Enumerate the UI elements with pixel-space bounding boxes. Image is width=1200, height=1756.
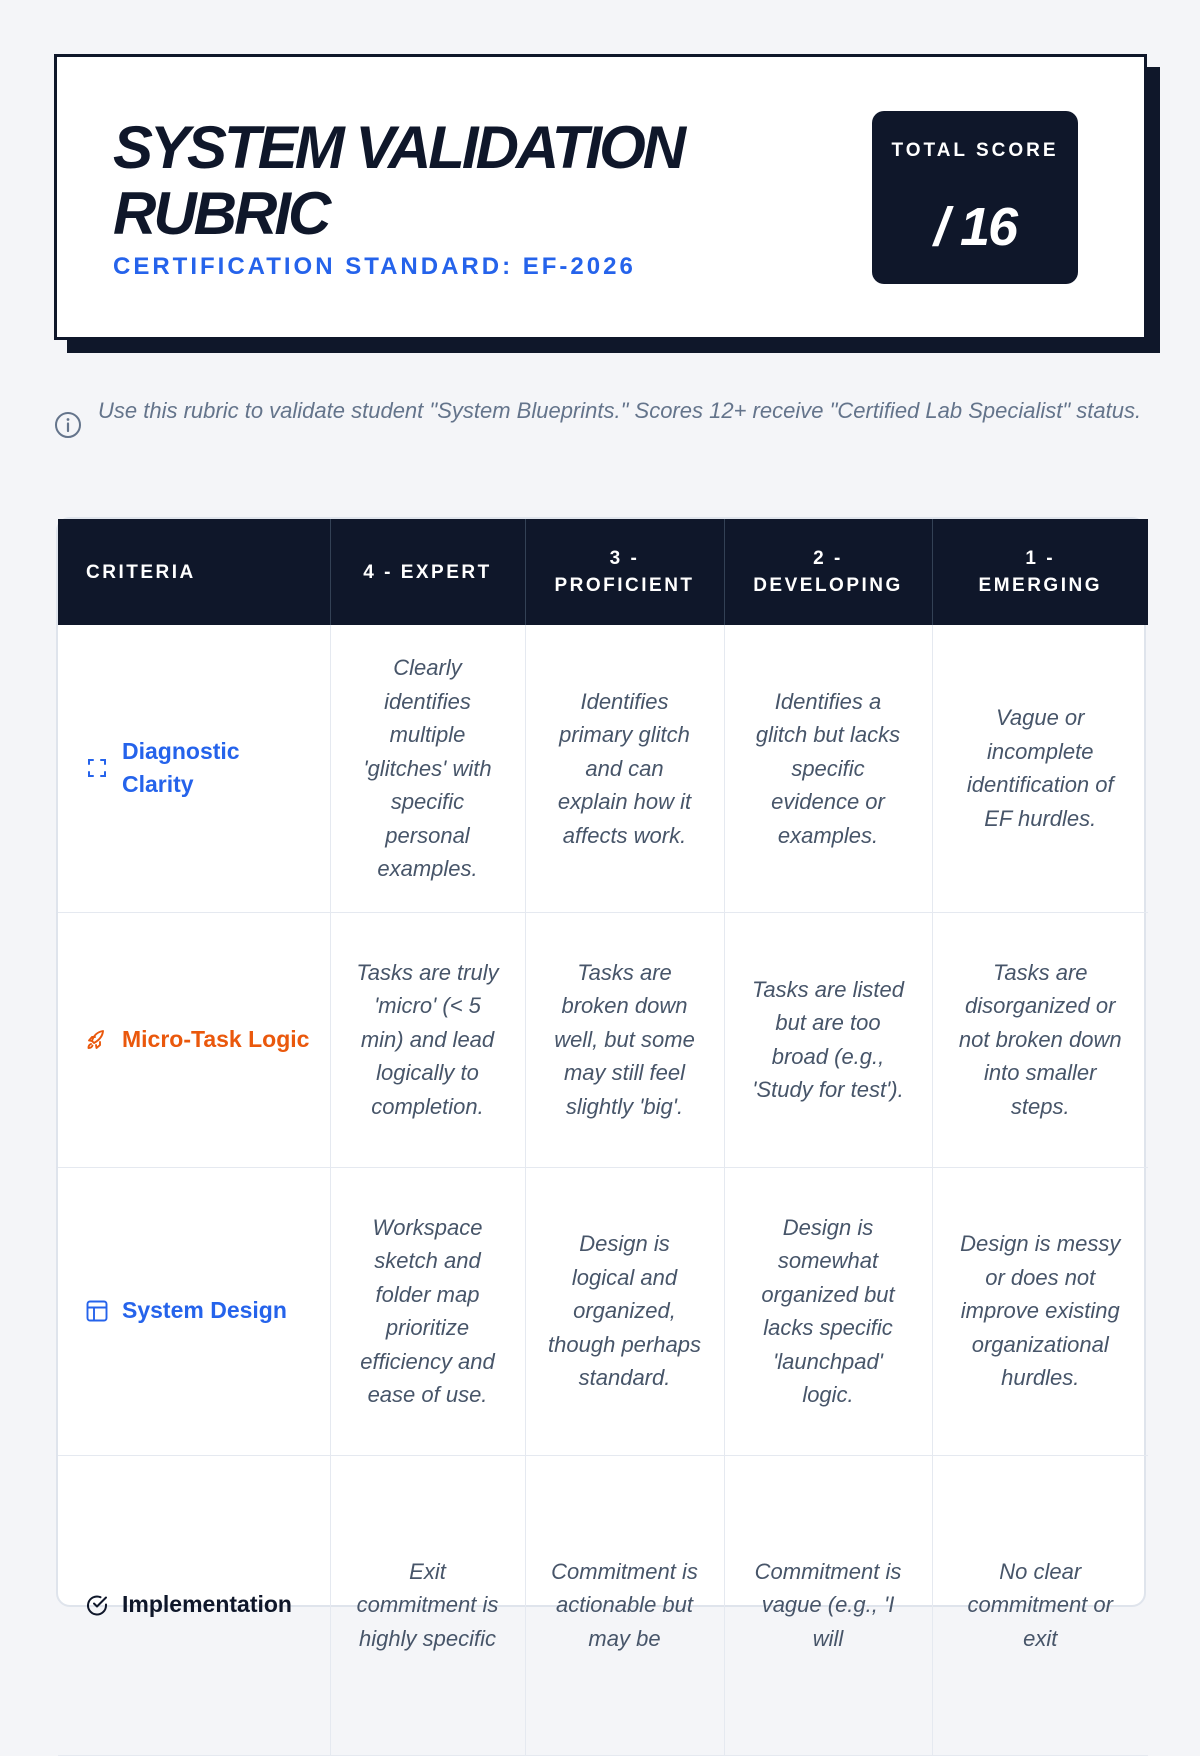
level-cell: Tasks are broken down well, but some may still feel slightly 'big'. (525, 912, 724, 1167)
layout-icon (84, 1298, 110, 1324)
level-cell: Design is logical and organized, though perhaps standard. (525, 1167, 724, 1455)
criterion-cell (58, 625, 330, 912)
check-circle-icon (84, 1592, 110, 1618)
rocket-icon (84, 1027, 110, 1053)
level-cell: No clear commitment or exit (932, 1455, 1148, 1755)
header-emerging: 1 - EMERGING (978, 548, 1102, 596)
total-score-label: TOTAL SCORE (891, 140, 1059, 161)
table-row (58, 912, 1148, 1167)
criterion-label: Diagnostic Clarity (122, 737, 240, 798)
level-cell: Workspace sketch and folder map prioritize efficiency and ease of use. (330, 1167, 525, 1455)
criterion-label: Micro-Task Logic (122, 1025, 310, 1052)
table-header-row (58, 519, 1148, 625)
criterion-label: Implementation (122, 1591, 292, 1618)
total-score-value: / 16 (933, 197, 1017, 257)
level-cell: Commitment is vague (e.g., 'I will (724, 1455, 932, 1755)
header-expert: 4 - EXPERT (330, 519, 525, 625)
level-cell: Tasks are disorganized or not broken down into smaller steps. (932, 912, 1148, 1167)
table-row (58, 1167, 1148, 1455)
level-cell: Tasks are listed but are too broad (e.g., 'Study for test'). (724, 912, 932, 1167)
level-cell: Tasks are truly 'micro' (< 5 min) and lead logically to completion. (330, 912, 525, 1167)
header-developing: 2 - DEVELOPING (724, 519, 932, 625)
total-score-box (872, 111, 1078, 284)
level-cell: Vague or incomplete identification of EF hurdles. (932, 625, 1148, 912)
table-row (58, 1455, 1148, 1755)
criterion-label: System Design (122, 1297, 287, 1324)
level-cell: Design is somewhat organized but lacks specific 'launchpad' logic. (724, 1167, 932, 1455)
level-cell: Commitment is actionable but may be (525, 1455, 724, 1755)
scan-icon (84, 755, 110, 781)
info-icon (54, 411, 82, 439)
level-cell: Exit commitment is highly specific (330, 1455, 525, 1755)
intro-text: Use this rubric to validate student "System Blueprints." Scores 12+ receive "Certified Lab Specialist" status. (98, 398, 1142, 423)
header-card (54, 54, 1147, 340)
table-row (58, 625, 1148, 912)
level-cell: Identifies a glitch but lacks specific evidence or examples. (724, 625, 932, 912)
criterion-cell (58, 1455, 330, 1755)
level-cell: Identifies primary glitch and can explain how it affects work. (525, 625, 724, 912)
rubric-table (56, 517, 1146, 1651)
header-proficient: 3 - PROFICIENT (525, 519, 724, 625)
level-cell: Clearly identifies multiple 'glitches' with specific personal examples. (330, 625, 525, 912)
level-cell: Design is messy or does not improve existing organizational hurdles. (932, 1167, 1148, 1455)
page-title: SYSTEM VALIDATION RUBRIC (113, 114, 684, 247)
criterion-cell (58, 1167, 330, 1455)
certification-standard: CERTIFICATION STANDARD: EF-2026 (113, 253, 636, 280)
header-criteria: CRITERIA (58, 519, 330, 625)
criterion-cell (58, 912, 330, 1167)
